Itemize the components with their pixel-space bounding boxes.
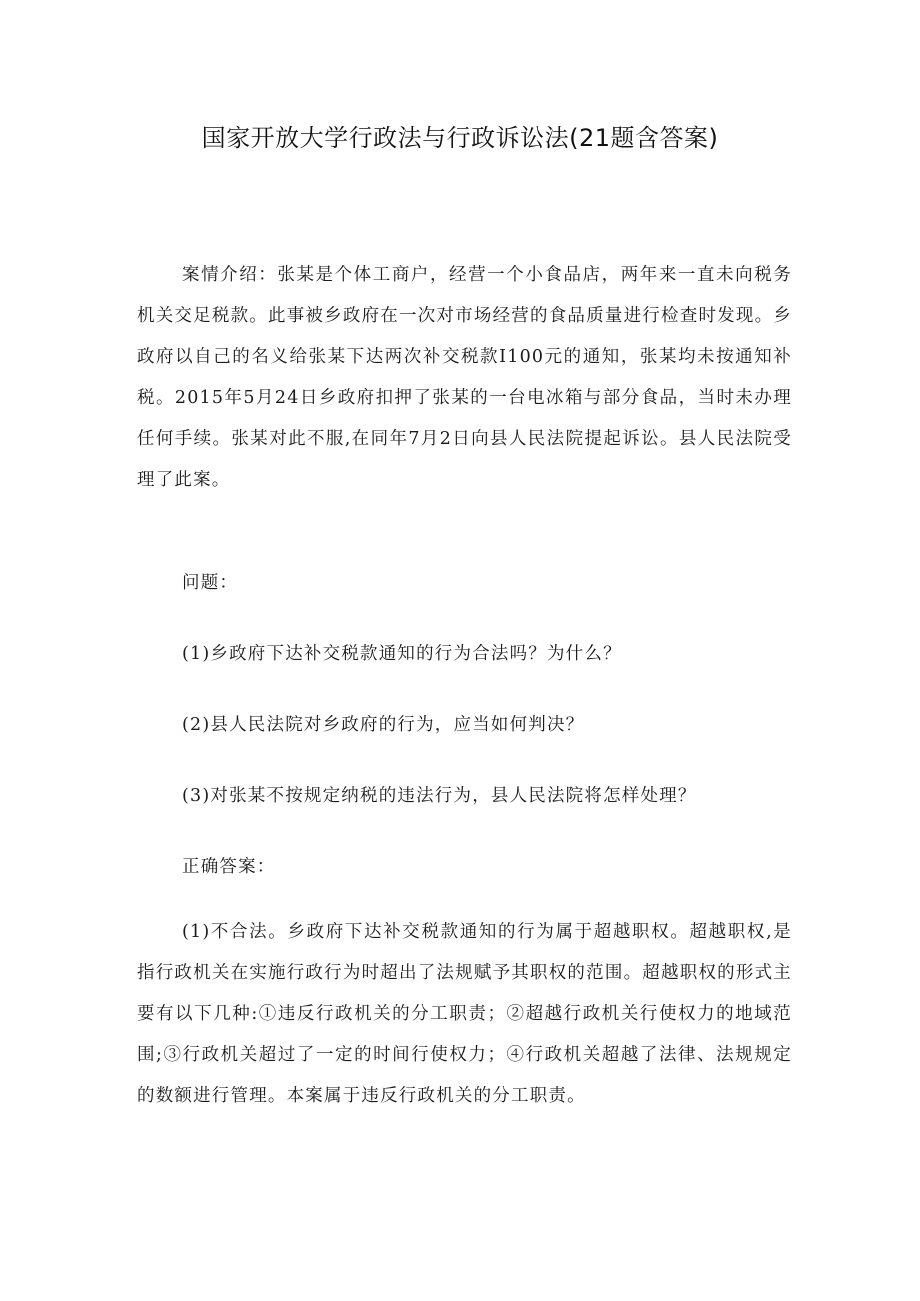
document-title: 国家开放大学行政法与行政诉讼法(21题含答案): [201, 124, 719, 152]
question-label: 问题：: [182, 573, 239, 593]
case-intro-paragraph: 案情介绍：张某是个体工商户，经营一个小食品店，两年来一直未向税务机关交足税款。此事被乡政府在一次对市场经营的食品质量进行检查时发现。乡政府以自己的名义给张某下达两次补交税款I100元的通知，张某均未按通知补税。2015年5月24日乡政府扣押了张某的一台电冰箱与部分食品，当时未办理任何手续。张某对此不服,在同年7月2日向县人民法院提起诉讼。县人民法院受理了此案。: [137, 265, 792, 490]
answer-1: (1)不合法。乡政府下达补交税款通知的行为属于超越职权。超越职权,是指行政机关在实施行政行为时超出了法规赋予其职权的范围。超越职权的形式主要有以下几种:①违反行政机关的分工职责；②超越行政机关行使权力的地域范围;③行政机关超过了一定的时间行使权力；④行政机关超越了法律、法规规定的数额进行管理。本案属于违反行政机关的分工职责。: [137, 922, 792, 1106]
question-2: (2)县人民法院对乡政府的行为，应当如何判决？: [182, 715, 585, 735]
question-1: (1)乡政府下达补交税款通知的行为合法吗？为什么？: [182, 644, 622, 664]
question-3: (3)对张某不按规定纳税的违法行为，县人民法院将怎样处理？: [182, 786, 697, 806]
answer-label: 正确答案：: [182, 857, 276, 877]
